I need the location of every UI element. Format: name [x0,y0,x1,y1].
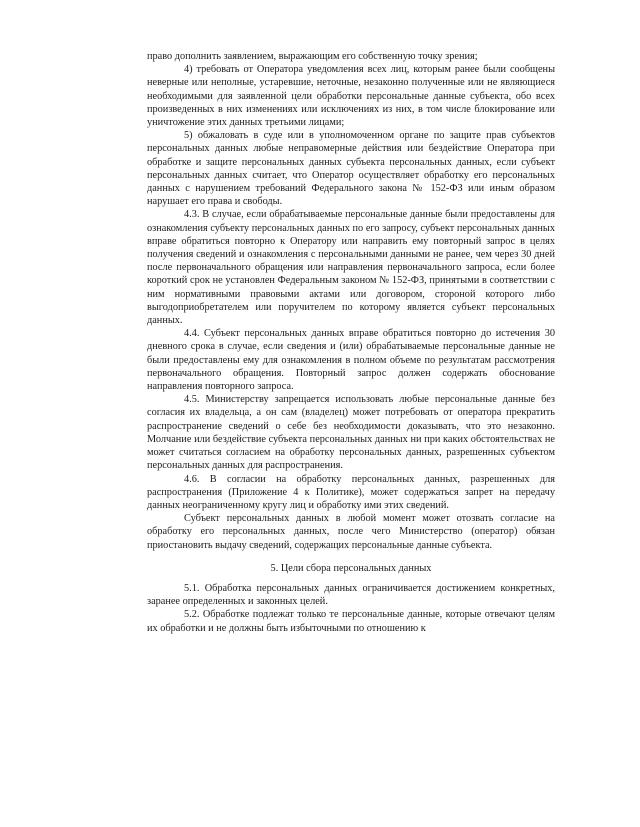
section-heading: 5. Цели сбора персональных данных [270,562,432,574]
paragraph-5-2: 5.2. Обработке подлежат только те персональные данные, которые отвечают целям их обработки и не должны быть избыточными по отношению к [147,609,555,634]
paragraph-continuation: право дополнить заявлением, выражающим его собственную точку зрения; [147,51,478,62]
paragraph-5-1: 5.1. Обработка персональных данных ограничивается достижением конкретных, заранее определенных и законных целей. [147,582,555,608]
paragraph-consent-revocation: Субъект персональных данных в любой момент может отозвать согласие на обработку его персональных данных, после чего Министерство (оператор) обязан приостановить выдачу сведений, содержащих персональные данные субъекта. [147,513,555,551]
paragraph-4-6: 4.6. В согласии на обработку персональных данных, разрешенных для распространения (Приложение 4 к Политике), может содержаться запрет на передачу данных неограниченному кругу лиц и обработку ими этих сведений. [147,473,555,511]
paragraph-4-3: 4.3. В случае, если обрабатываемые персональные данные были предоставлены для ознакомления субъекту персональных данных по его запросу, субъект персональных данных вправе обратиться повторно к Оператору или направить ему повторный запрос в целях получения сведений и ознакомления с персональными данными не ранее, чем через 30 дней после первоначального обращения или направления первоначального запроса, если более короткий срок не установлен Федеральным законом № 152-ФЗ, принятыми в соответствии с ним нормативными правовыми актами или договором, стороной которого либо выгодоприобретателем или поручителем по которому является субъект персональных данных. [147,209,555,327]
paragraph-4-4: 4.4. Субъект персональных данных вправе обратиться повторно до истечения 30 дневного срока в случае, если сведения и (или) обрабатываемые персональные данные не были предоставлены ему для ознакомления в полном объеме по результатам рассмотрения первоначального обращения. Повторный запрос должен содержать обоснование направления повторного запроса. [147,328,555,393]
paragraph-item-5: 5) обжаловать в суде или в уполномоченном органе по защите прав субъектов персональных данных любые неправомерные действия или бездействие Оператора при обработке и защите персональных данных субъекта персональных данных, если субъект персональных данных считает, что Оператор осуществляет обработку его персональных данных с нарушением требований Федерального закона № 152-ФЗ или иным образом нарушает его права и свободы. [147,130,555,208]
paragraph-item-4: 4) требовать от Оператора уведомления всех лиц, которым ранее были сообщены неверные или неполные, устаревшие, неточные, незаконно полученные или не являющиеся необходимыми для заявленной цели обработки персональные данные субъекта, обо всех произведенных в них изменениях или исключениях из них, в том числе блокирование или уничтожение этих данных третьими лицами; [147,64,555,129]
document-page [147,50,555,635]
paragraph-4-5: 4.5. Министерству запрещается использовать любые персональные данные без согласия их владельца, а он сам (владелец) может потребовать от оператора прекратить распространение сведений о себе без необходимости доказывать, что это незаконно. Молчание или бездействие субъекта персональных данных ни при каких обстоятельствах не может считаться согласием на обработку персональных данных, разрешенных субъектом персональных данных для распространения. [147,394,555,472]
